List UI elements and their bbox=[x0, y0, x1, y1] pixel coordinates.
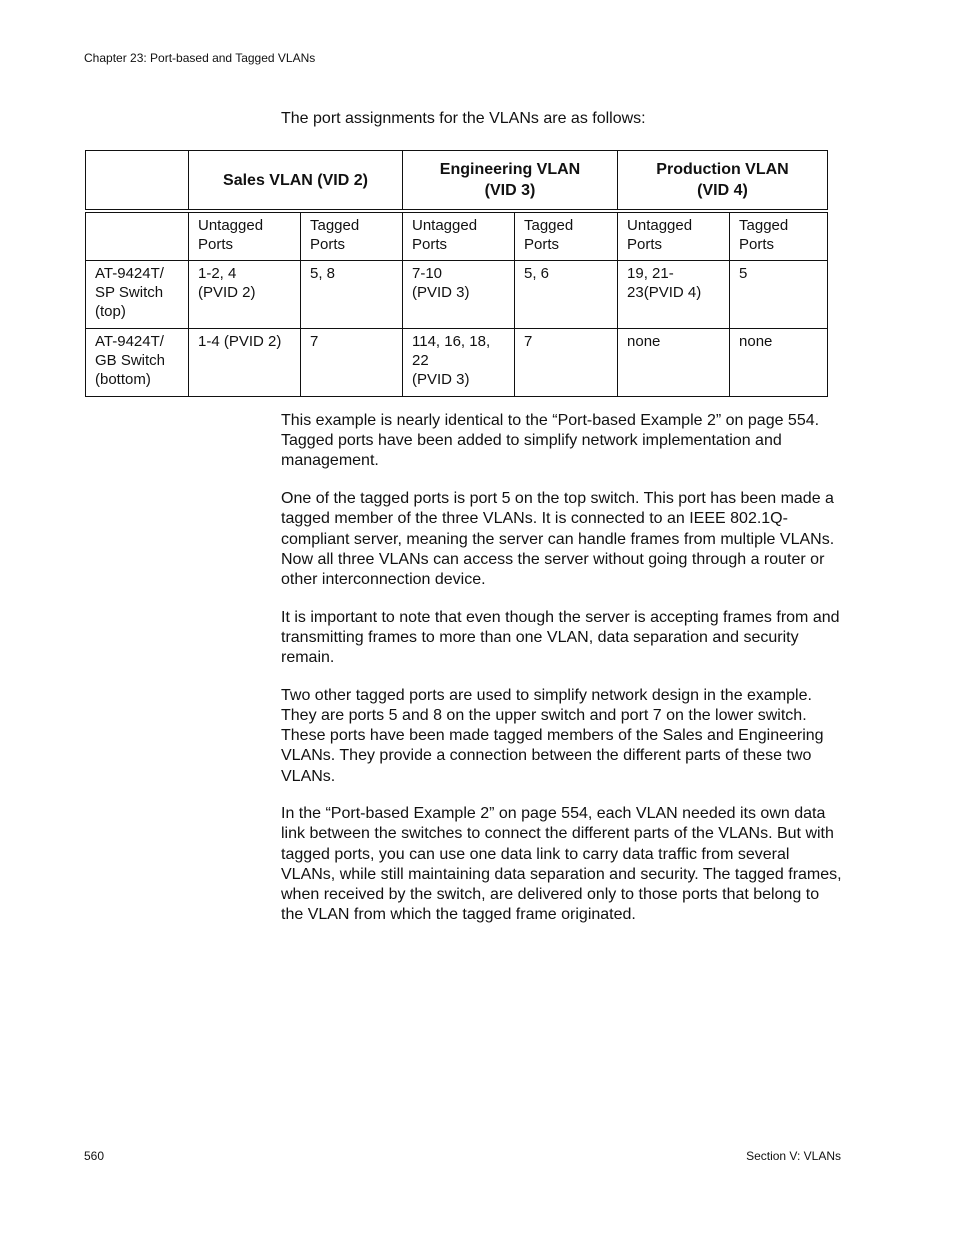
table-cell: 7 bbox=[515, 329, 618, 397]
subheader-sales-tagged: Tagged Ports bbox=[301, 211, 403, 261]
header-sales-vlan: Sales VLAN (VID 2) bbox=[189, 151, 403, 212]
header-corner-cell bbox=[86, 151, 189, 212]
table-header-row bbox=[86, 151, 828, 212]
table-subheader-row bbox=[86, 211, 828, 261]
page-number: 560 bbox=[84, 1149, 105, 1163]
subheader-engineering-untagged: Untagged Ports bbox=[403, 211, 515, 261]
table-cell: 5, 6 bbox=[515, 261, 618, 329]
switch-name-cell: AT-9424T/ GB Switch (bottom) bbox=[86, 329, 189, 397]
table-cell: 7 bbox=[301, 329, 403, 397]
subheader-corner-cell bbox=[86, 211, 189, 261]
table-row bbox=[86, 261, 828, 329]
vlan-port-table bbox=[85, 150, 828, 397]
switch-name-cell: AT-9424T/ SP Switch (top) bbox=[86, 261, 189, 329]
table-cell: none bbox=[730, 329, 828, 397]
table-cell: 7-10 (PVID 3) bbox=[403, 261, 515, 329]
table-cell: 5 bbox=[730, 261, 828, 329]
subheader-sales-untagged: Untagged Ports bbox=[189, 211, 301, 261]
table-cell: 5, 8 bbox=[301, 261, 403, 329]
table-cell: 114, 16, 18, 22 (PVID 3) bbox=[403, 329, 515, 397]
subheader-engineering-tagged: Tagged Ports bbox=[515, 211, 618, 261]
section-title: Section V: VLANs bbox=[746, 1149, 841, 1163]
running-header: Chapter 23: Port-based and Tagged VLANs bbox=[84, 51, 316, 65]
subheader-production-tagged: Tagged Ports bbox=[730, 211, 828, 261]
table-cell: none bbox=[618, 329, 730, 397]
subheader-production-untagged: Untagged Ports bbox=[618, 211, 730, 261]
table-cell: 19, 21- 23(PVID 4) bbox=[618, 261, 730, 329]
paragraph: Two other tagged ports are used to simplify network design in the example. They are ports 5 and 8 on the upper switch and port 7 on the lower switch. These ports have been made tagged members of the Sales and Engineering VLANs. They provide a connection between the different parts of these two VLANs. bbox=[281, 686, 824, 785]
table-intro: The port assignments for the VLANs are as follows: bbox=[281, 110, 646, 127]
header-engineering-vlan: Engineering VLAN (VID 3) bbox=[403, 151, 618, 212]
paragraph: One of the tagged ports is port 5 on the top switch. This port has been made a tagged member of the three VLANs. It is connected to an IEEE 802.1Q-compliant server, meaning the server can handle frames from multiple VLANs. Now all three VLANs can access the server without going through a router or other interconnection device. bbox=[281, 490, 835, 588]
paragraph: This example is nearly identical to the “Port-based Example 2” on page 554. Tagged ports have been added to simplify network implementation and management. bbox=[281, 412, 820, 470]
table-row bbox=[86, 329, 828, 397]
table-cell: 1-2, 4 (PVID 2) bbox=[189, 261, 301, 329]
paragraph: In the “Port-based Example 2” on page 554, each VLAN needed its own data link between the switches to connect the different parts of the VLANs. But with tagged ports, you can use one data link to carry data traffic from several VLANs, while still maintaining data separation and security. The tagged frames, when received by the switch, are delivered only to those ports that belong to the VLAN from which the tagged frame originated. bbox=[281, 805, 842, 924]
header-production-vlan: Production VLAN (VID 4) bbox=[618, 151, 828, 212]
table-cell: 1-4 (PVID 2) bbox=[189, 329, 301, 397]
paragraph: It is important to note that even though the server is accepting frames from and transmitting frames to more than one VLAN, data separation and security remain. bbox=[281, 608, 840, 667]
body-text bbox=[281, 411, 843, 943]
